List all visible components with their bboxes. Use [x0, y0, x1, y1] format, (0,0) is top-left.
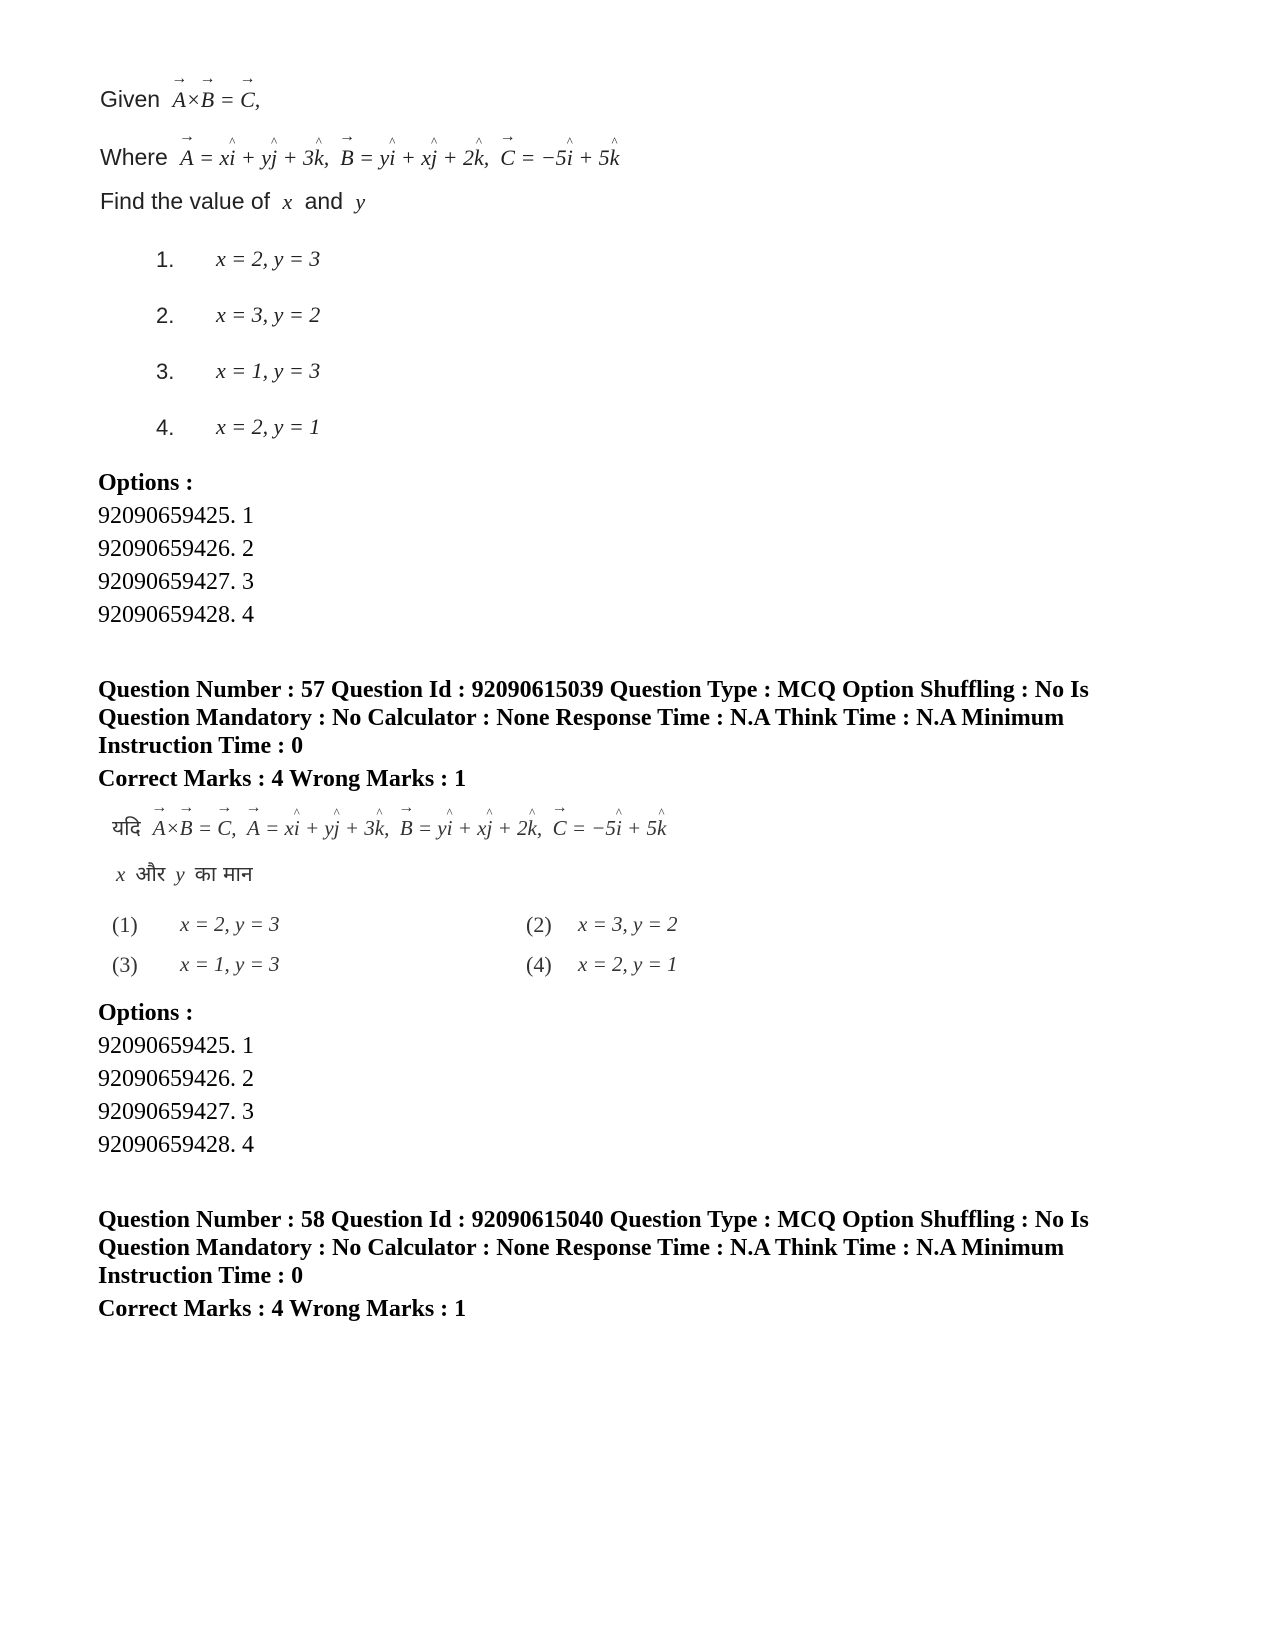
- hindi-if-word: यदि: [112, 816, 141, 840]
- question-58-meta-line3: Instruction Time : 0: [98, 1263, 304, 1289]
- question-58-marks: Correct Marks : 4 Wrong Marks : 1: [98, 1296, 467, 1322]
- image-option-4: 4. x = 2, y = 1: [156, 414, 321, 440]
- option-item: 92090659425. 1: [98, 1033, 254, 1059]
- question-57-meta-line3: Instruction Time : 0: [98, 733, 304, 759]
- hindi-ka-maan: का मान: [194, 862, 253, 886]
- hindi-find-line: [116, 860, 253, 888]
- question-57-hindi-image: [112, 808, 712, 1008]
- var-y: y: [355, 189, 366, 214]
- vector-definitions: → A = xi ^ + yj ^ + 3k ^, → B = yi ^ + xj ^ + 2k ^, → C = −5i ^ + 5k ^: [180, 145, 619, 170]
- question-57-meta-line2: Question Mandatory : No Calculator : None Response Time : N.A Think Time : N.A Minimum: [98, 705, 1065, 731]
- hindi-option-1: (1) x = 2, y = 3: [112, 912, 280, 937]
- hindi-aur: और: [135, 862, 166, 886]
- option-item: 92090659427. 3: [98, 569, 254, 595]
- option-item: 92090659427. 3: [98, 1099, 254, 1125]
- image-option-2: 2. x = 3, y = 2: [156, 302, 321, 328]
- image-option-1: 1. x = 2, y = 3: [156, 246, 321, 272]
- given-equation: → A×→ B = → C,: [172, 87, 260, 112]
- question-56-image: [100, 80, 800, 450]
- hindi-option-2: (2) x = 3, y = 2: [526, 912, 678, 937]
- options-heading: Options :: [98, 470, 194, 496]
- var-x: x: [282, 189, 293, 214]
- question-57-meta-line1: Question Number : 57 Question Id : 92090615039 Question Type : MCQ Option Shuffling : No Is: [98, 677, 1089, 703]
- option-item: 92090659426. 2: [98, 1066, 254, 1092]
- given-line: [100, 86, 260, 113]
- find-line: [100, 188, 365, 215]
- hindi-equations: → A×→ B = → C, → A = xi ^ + yj ^ + 3k ^, → B = yi ^ + xj ^ + 2k ^, → C = −5i ^ + 5k ^: [153, 816, 667, 840]
- option-item: 92090659428. 4: [98, 1132, 254, 1158]
- find-text: Find the value of: [100, 188, 271, 214]
- option-item: 92090659425. 1: [98, 503, 254, 529]
- question-57-marks: Correct Marks : 4 Wrong Marks : 1: [98, 766, 467, 792]
- given-label: Given: [100, 86, 161, 112]
- hindi-equation-line: [112, 814, 666, 842]
- where-line: [100, 144, 619, 171]
- var-y: y: [175, 862, 185, 886]
- and-text: and: [304, 188, 343, 214]
- where-label: Where: [100, 144, 168, 170]
- hindi-option-3: (3) x = 1, y = 3: [112, 952, 280, 977]
- question-58-meta-line2: Question Mandatory : No Calculator : None Response Time : N.A Think Time : N.A Minimum: [98, 1235, 1065, 1261]
- option-item: 92090659428. 4: [98, 602, 254, 628]
- hindi-option-4: (4) x = 2, y = 1: [526, 952, 678, 977]
- question-58-meta-line1: Question Number : 58 Question Id : 92090615040 Question Type : MCQ Option Shuffling : No Is: [98, 1207, 1089, 1233]
- options-heading: Options :: [98, 1000, 194, 1026]
- option-item: 92090659426. 2: [98, 536, 254, 562]
- image-option-3: 3. x = 1, y = 3: [156, 358, 321, 384]
- var-x: x: [116, 862, 126, 886]
